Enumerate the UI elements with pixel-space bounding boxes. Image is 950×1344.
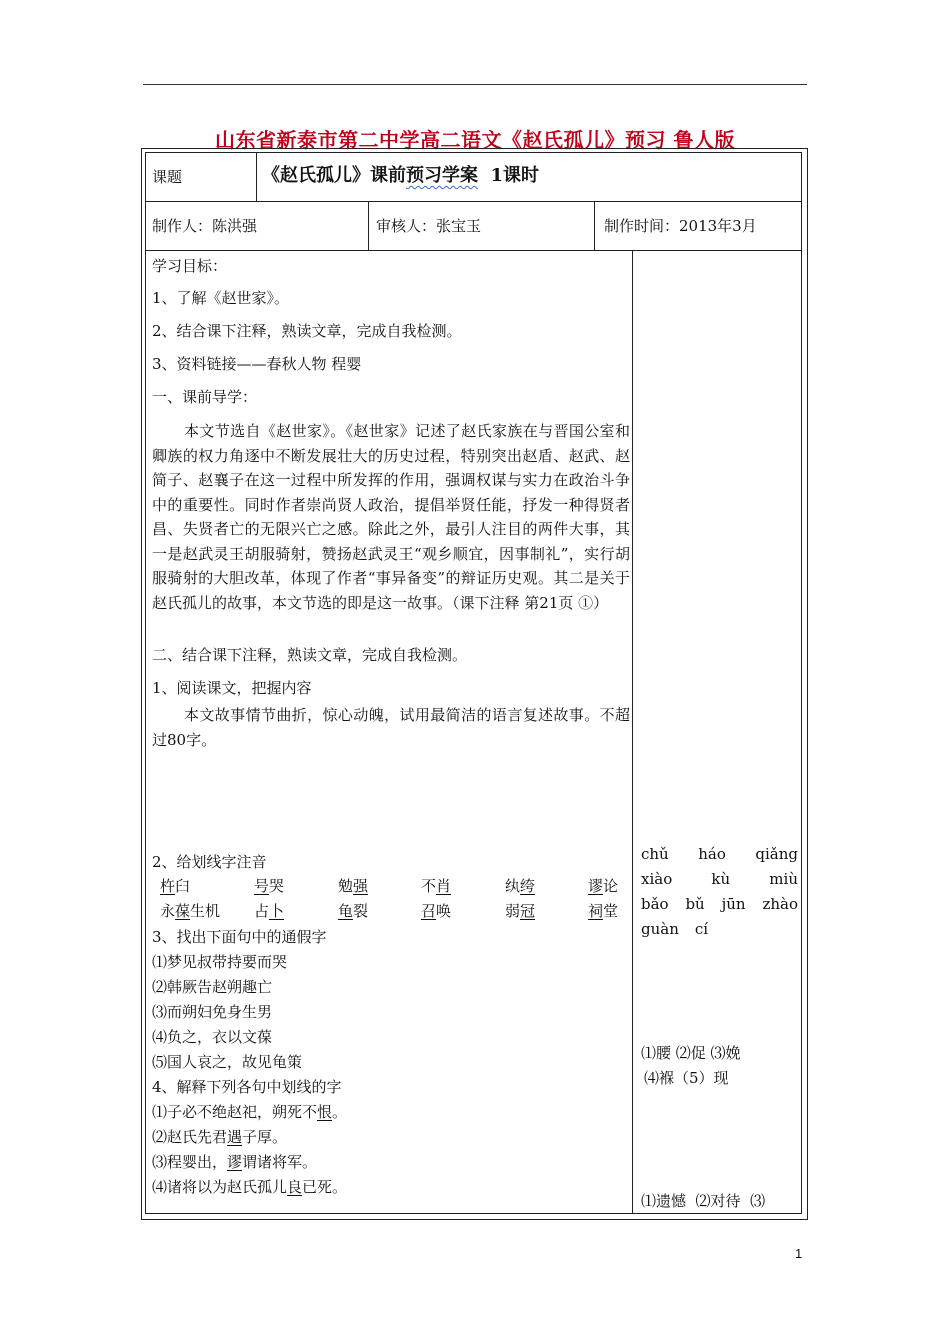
page-number: 1 [795, 1246, 803, 1261]
pinyin-word: 不肖 [421, 877, 452, 895]
q3-item: ⑷负之，衣以文葆 [152, 1028, 273, 1046]
reviewer-field: 审核人：张宝玉 [376, 217, 482, 235]
pinyin-word: 勉强 [338, 877, 369, 895]
goal-item: 3、资料链接——春秋人物 程婴 [152, 355, 362, 373]
pinyin-word: 杵臼 [160, 877, 191, 895]
q3-item: ⑴梦见叔带持要而哭 [152, 953, 288, 971]
header-rule [143, 84, 807, 85]
q4-item: ⑵赵氏先君遇子厚。 [152, 1128, 288, 1146]
pinyin-word: 弱冠 [505, 902, 536, 920]
topic-label: 课题 [152, 168, 183, 186]
col-divider [594, 202, 595, 250]
section1-heading: 一、课前导学： [152, 388, 258, 406]
pinyin-answer-line: guàn cí [641, 920, 709, 938]
pinyin-word: 占卜 [254, 902, 285, 920]
pinyin-word: 永葆生机 [160, 902, 221, 920]
q2-heading: 2、给划线字注音 [152, 853, 267, 871]
q3-heading: 3、找出下面句中的通假字 [152, 928, 327, 946]
row-divider [146, 201, 802, 202]
tongjia-answer: ⑴腰 ⑵促 ⑶娩 [641, 1044, 741, 1062]
section2-heading: 二、结合课下注释，熟读文章，完成自我检测。 [152, 646, 468, 664]
author-field: 制作人：陈洪强 [152, 217, 258, 235]
q3-item: ⑸国人哀之，故见龟策 [152, 1053, 303, 1071]
pinyin-word: 龟裂 [338, 902, 369, 920]
pinyin-word: 纨绔 [505, 877, 536, 895]
q4-heading: 4、解释下列各句中划线的字 [152, 1078, 342, 1096]
row-divider [146, 250, 802, 251]
q4-item: ⑶程婴出，谬谓诸将军。 [152, 1153, 318, 1171]
col-divider [256, 153, 257, 201]
q3-item: ⑵韩厥告赵朔趣亡 [152, 978, 273, 996]
goal-item: 1、了解《赵世家》。 [152, 289, 290, 307]
document-title: 山东省新泰市第二中学高二语文《赵氏孤儿》预习 鲁人版 [215, 128, 735, 152]
pinyin-answer-line: bǎo bǔ jūn zhào [641, 895, 798, 913]
topic-value: 《赵氏孤儿》课前预习学案 1课时 [262, 165, 540, 186]
explain-answer: ⑴遗憾 ⑵对待 ⑶ [641, 1192, 766, 1210]
tongjia-answer: ⑷褓（5）现 [644, 1069, 729, 1087]
col-divider [368, 202, 369, 250]
pinyin-word: 祠堂 [588, 902, 619, 920]
q4-item: ⑷诸将以为赵氏孤儿良已死。 [152, 1178, 348, 1196]
q3-item: ⑶而朔妇免身生男 [152, 1003, 273, 1021]
q1-heading: 1、阅读课文，把握内容 [152, 679, 312, 697]
intro-paragraph: 本文节选自《赵世家》。《赵世家》记述了赵氏家族在与晋国公室和卿族的权力角逐中不断发展壮大的历史过程，特别突出赵盾、赵武、赵简子、赵襄子在这一过程中所发挥的作用，强调权谋与实力在政治斗争中的重要性。同时作者崇尚贤人政治，提倡举贤任能，抒发一种得贤者昌、失贤者亡的无限兴亡之感。除此之外，最引人注目的两件大事，其一是赵武灵王胡服骑射，赞扬赵武灵王“观乡顺宜，因事制礼”，实行胡服骑射的大胆改革，体现了作者“事异备变”的辩证历史观。其二是关于赵氏孤儿的故事，本文节选的即是这一故事。（课下注释 第21页 ①） [152, 422, 630, 612]
goal-item: 2、结合课下注释，熟读文章，完成自我检测。 [152, 322, 462, 340]
pinyin-word: 谬论 [588, 877, 619, 895]
pinyin-answers [641, 842, 798, 942]
col-divider [632, 251, 633, 1213]
pinyin-answer-line: chǔ háo qiǎng [641, 845, 798, 863]
goals-heading: 学习目标： [152, 257, 228, 275]
q4-item: ⑴子必不绝赵祀，朔死不恨。 [152, 1103, 348, 1121]
pinyin-answer-line: xiào kù miù [641, 870, 798, 888]
pinyin-word: 召唤 [421, 902, 452, 920]
q1-text: 本文故事情节曲折，惊心动魄，试用最简洁的语言复述故事。不超过80字。 [152, 706, 630, 749]
date-field: 制作时间：2013年3月 [604, 217, 757, 235]
pinyin-word: 号哭 [254, 877, 285, 895]
